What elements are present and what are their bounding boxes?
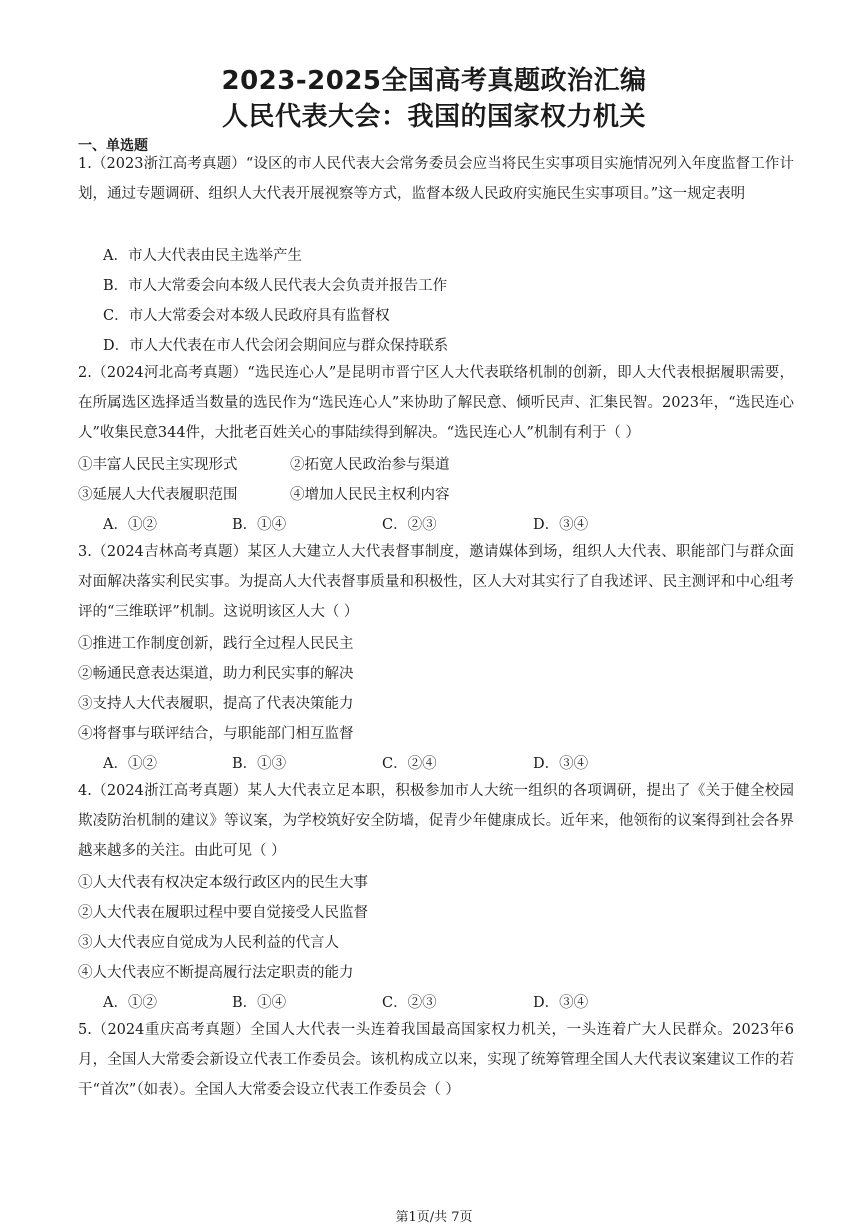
question-4-option-b: B．①④: [232, 995, 287, 1011]
question-4-statement-1: ①人大代表有权决定本级行政区内的民生大事: [78, 875, 368, 891]
question-3-option-d: D．③④: [533, 756, 589, 772]
question-2-stem: 2.（2024河北高考真题）“选民连心人”是昆明市晋宁区人大代表联络机制的创新，即人大代表根据履职需要，在所属选区选择适当数量的选民作为“选民连心人”来协助了解民意、倾听民声、汇集民智。2023年，“选民连心人”收集民意344件，大批老百姓关心的事陆续得到解决。“选民连心人”机制有利于（ ）: [78, 365, 794, 441]
question-2-option-c: C．②③: [382, 517, 437, 533]
question-2-statement-4: ④增加人民民主权利内容: [290, 487, 450, 503]
question-1-stem: 1.（2023浙江高考真题）“设区的市人民代表大会常务委员会应当将民生实事项目实施情况列入年度监督工作计划，通过专题调研、组织人大代表开展视察等方式，监督本级人民政府实施民生实事项目。”这一规定表明: [78, 156, 794, 202]
section-heading: 一、单选题: [78, 138, 148, 154]
question-3-option-b: B．①③: [232, 756, 287, 772]
question-2-statement-2: ②拓宽人民政治参与渠道: [290, 457, 450, 473]
question-3-statement-4: ④将督事与联评结合，与职能部门相互监督: [78, 726, 354, 742]
question-1-option-d: D．市人大代表在市人代会闭会期间应与群众保持联系: [103, 338, 449, 354]
question-1-option-b: B．市人大常委会向本级人民代表大会负责并报告工作: [103, 278, 448, 294]
question-2-option-b: B．①④: [232, 517, 287, 533]
question-3-option-a: A．①②: [103, 756, 157, 772]
question-3-statement-2: ②畅通民意表达渠道，助力利民实事的解决: [78, 666, 354, 682]
question-2-option-a: A．①②: [103, 517, 157, 533]
question-2-statement-3: ③延展人大代表履职范围: [78, 487, 238, 503]
question-1-option-c: C．市人大常委会对本级人民政府具有监督权: [103, 308, 390, 324]
question-4-option-c: C．②③: [382, 995, 437, 1011]
question-4-option-a: A．①②: [103, 995, 157, 1011]
question-4-statement-3: ③人大代表应自觉成为人民利益的代言人: [78, 935, 339, 951]
question-4-statement-2: ②人大代表在履职过程中要自觉接受人民监督: [78, 905, 368, 921]
page-footer: 第1页/共 7页: [395, 1210, 473, 1225]
question-5-stem: 5.（2024重庆高考真题）全国人大代表一头连着我国最高国家权力机关，一头连着广大人民群众。2023年6月，全国人大常委会新设立代表工作委员会。该机构成立以来，实现了统筹管理全国人大代表议案建议工作的若干“首次”（如表）。全国人大常委会设立代表工作委员会（ ）: [78, 1022, 794, 1098]
question-3-option-c: C．②④: [382, 756, 437, 772]
question-1-option-a: A．市人大代表由民主选举产生: [103, 248, 302, 264]
question-4-statement-4: ④人大代表应不断提高履行法定职责的能力: [78, 965, 354, 981]
question-4-option-d: D．③④: [533, 995, 589, 1011]
document-title: 2023-2025全国高考真题政治汇编: [221, 66, 647, 96]
document-subtitle: 人民代表大会：我国的国家权力机关: [221, 102, 646, 132]
question-4-stem: 4.（2024浙江高考真题）某人大代表立足本职，积极参加市人大统一组织的各项调研，提出了《关于健全校园欺凌防治机制的建议》等议案，为学校筑好安全防墙，促青少年健康成长。近年来，他领衔的议案得到社会各界越来越多的关注。由此可见（ ）: [78, 783, 794, 859]
question-3-statement-1: ①推进工作制度创新，践行全过程人民民主: [78, 636, 354, 652]
question-2-option-d: D．③④: [533, 517, 589, 533]
question-2-statement-1: ①丰富人民民主实现形式: [78, 457, 238, 473]
question-3-stem: 3.（2024吉林高考真题）某区人大建立人大代表督事制度，邀请媒体到场，组织人大代表、职能部门与群众面对面解决落实利民实事。为提高人大代表督事质量和积极性，区人大对其实行了自我述评、民主测评和中心组考评的“三维联评”机制。这说明该区人大（ ）: [78, 544, 794, 620]
question-3-statement-3: ③支持人大代表履职，提高了代表决策能力: [78, 696, 354, 712]
